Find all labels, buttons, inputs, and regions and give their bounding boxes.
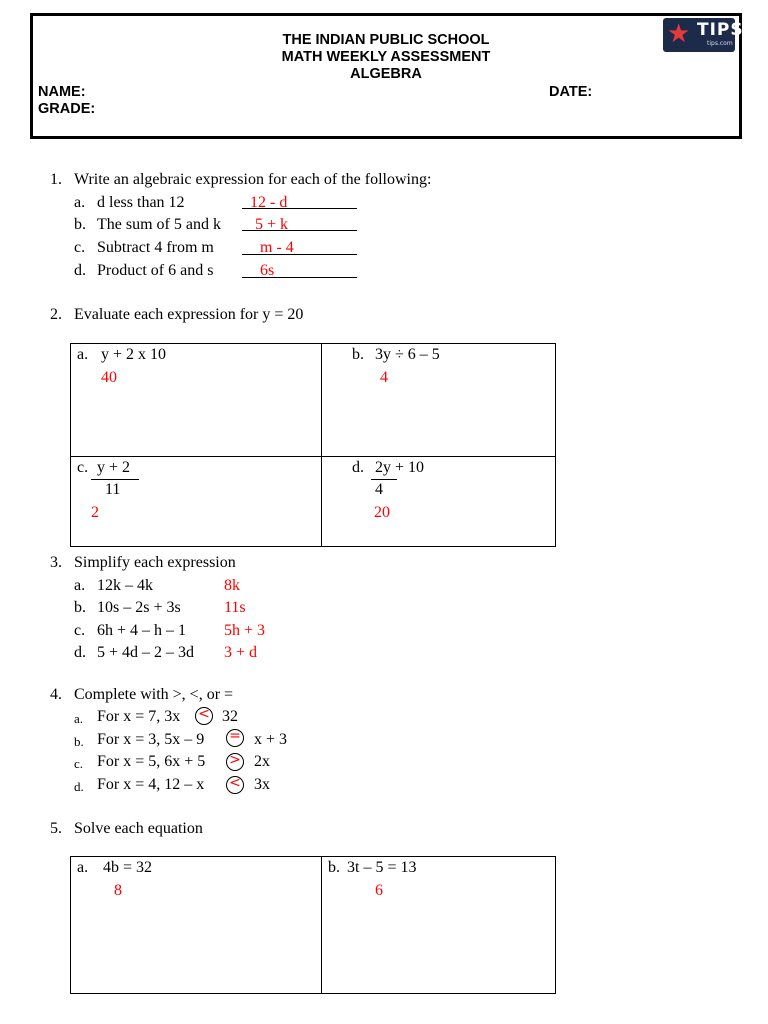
q3a-answer: 8k bbox=[224, 577, 240, 594]
q4b-left: For x = 3, 5x – 9 bbox=[97, 731, 205, 748]
q4d-letter: d. bbox=[74, 779, 84, 794]
name-label: NAME: bbox=[38, 84, 86, 100]
q2c-cell bbox=[71, 457, 322, 547]
q5a-letter: a. bbox=[77, 859, 89, 876]
q1c-answer: m - 4 bbox=[260, 239, 294, 256]
school-logo bbox=[663, 18, 744, 52]
q4c-answer-circle bbox=[226, 753, 244, 771]
q2-table bbox=[70, 343, 556, 547]
q1d-text: Product of 6 and s bbox=[97, 262, 214, 279]
q1c-text: Subtract 4 from m bbox=[97, 239, 214, 256]
grade-label: GRADE: bbox=[38, 101, 96, 117]
q3d-text: 5 + 4d – 2 – 3d bbox=[97, 644, 195, 661]
logo-subtext: tips.com bbox=[707, 40, 733, 47]
q3c-letter: c. bbox=[74, 622, 86, 639]
q3c-answer: 5h + 3 bbox=[224, 622, 266, 639]
q5a-answer: 8 bbox=[114, 882, 122, 899]
q3a-text: 12k – 4k bbox=[97, 577, 153, 594]
q3d-answer: 3 + d bbox=[224, 644, 258, 661]
q3b-letter: b. bbox=[74, 599, 86, 616]
q1a-letter: a. bbox=[74, 194, 86, 211]
q2a-expr: y + 2 x 10 bbox=[101, 346, 167, 363]
q3-prompt: Simplify each expression bbox=[74, 554, 236, 571]
logo-text: TIPS bbox=[697, 20, 744, 40]
q5-prompt: Solve each equation bbox=[74, 820, 203, 837]
q2-number: 2. bbox=[50, 306, 62, 323]
q4d-left: For x = 4, 12 – x bbox=[97, 776, 205, 793]
q4c-letter: c. bbox=[74, 756, 84, 771]
q4c-symbol: > bbox=[229, 752, 241, 768]
q4-prompt: Complete with >, <, or = bbox=[74, 686, 234, 703]
q4-number: 4. bbox=[50, 686, 62, 703]
star-icon: ★ bbox=[667, 19, 691, 49]
q3d-letter: d. bbox=[74, 644, 86, 661]
q1d-letter: d. bbox=[74, 262, 86, 279]
q2d-answer: 20 bbox=[374, 504, 390, 521]
school-name: THE INDIAN PUBLIC SCHOOL bbox=[282, 32, 490, 48]
q4a-letter: a. bbox=[74, 711, 84, 726]
q2a-answer: 40 bbox=[101, 369, 117, 386]
subject-title: ALGEBRA bbox=[350, 66, 422, 82]
q3c-text: 6h + 4 – h – 1 bbox=[97, 622, 187, 639]
q4a-symbol: < bbox=[198, 706, 210, 722]
q2-prompt: Evaluate each expression for y = 20 bbox=[74, 306, 304, 323]
q2d-numerator: 2y + 10 bbox=[375, 459, 425, 476]
q1a-text: d less than 12 bbox=[97, 194, 185, 211]
q4d-answer-circle bbox=[226, 776, 244, 794]
q4b-letter: b. bbox=[74, 734, 84, 749]
q1-prompt: Write an algebraic expression for each of the following: bbox=[74, 171, 432, 188]
q3b-answer: 11s bbox=[224, 599, 246, 616]
q5a-cell bbox=[71, 857, 322, 994]
q2d-denominator: 4 bbox=[375, 481, 383, 498]
q4d-symbol: < bbox=[229, 775, 241, 791]
q2b-expr: 3y ÷ 6 – 5 bbox=[375, 346, 440, 363]
assessment-title: MATH WEEKLY ASSESSMENT bbox=[281, 49, 491, 65]
q2c-numerator: y + 2 bbox=[97, 459, 131, 476]
q5b-answer: 6 bbox=[375, 882, 383, 899]
q5a-equation: 4b = 32 bbox=[103, 859, 153, 876]
q1b-answer: 5 + k bbox=[255, 216, 289, 233]
q1b-text: The sum of 5 and k bbox=[97, 216, 221, 233]
q2a-letter: a. bbox=[77, 346, 89, 363]
q4a-answer-circle bbox=[195, 707, 213, 725]
q1b-letter: b. bbox=[74, 216, 86, 233]
q5b-equation: 3t – 5 = 13 bbox=[347, 859, 417, 876]
q2b-answer: 4 bbox=[380, 369, 388, 386]
q4a-left: For x = 7, 3x bbox=[97, 708, 181, 725]
q4c-left: For x = 5, 6x + 5 bbox=[97, 753, 206, 770]
q1a-answer: 12 - d bbox=[250, 194, 288, 211]
q5b-cell bbox=[322, 857, 556, 994]
q2c-denominator: 11 bbox=[105, 481, 121, 498]
q2c-answer: 2 bbox=[91, 504, 99, 521]
q2d-letter: d. bbox=[352, 459, 364, 476]
q2b-letter: b. bbox=[352, 346, 364, 363]
q3-number: 3. bbox=[50, 554, 62, 571]
q5-number: 5. bbox=[50, 820, 62, 837]
q4b-right: x + 3 bbox=[254, 731, 288, 748]
q4b-answer-circle bbox=[226, 729, 244, 747]
q2b-cell bbox=[322, 344, 556, 457]
q4c-right: 2x bbox=[254, 753, 270, 770]
q1d-answer: 6s bbox=[260, 262, 275, 279]
q3a-letter: a. bbox=[74, 577, 86, 594]
q5b-letter: b. bbox=[328, 859, 340, 876]
header-box bbox=[30, 13, 742, 139]
q4a-right: 32 bbox=[222, 708, 238, 725]
q4d-right: 3x bbox=[254, 776, 270, 793]
q5-table bbox=[70, 856, 556, 994]
date-label: DATE: bbox=[549, 84, 593, 100]
q3b-text: 10s – 2s + 3s bbox=[97, 599, 181, 616]
q2d-cell bbox=[322, 457, 556, 547]
q1c-letter: c. bbox=[74, 239, 86, 256]
q1-number: 1. bbox=[50, 171, 62, 188]
q2a-cell bbox=[71, 344, 322, 457]
q4b-symbol: = bbox=[229, 728, 241, 744]
q2c-letter: c. bbox=[77, 459, 89, 476]
